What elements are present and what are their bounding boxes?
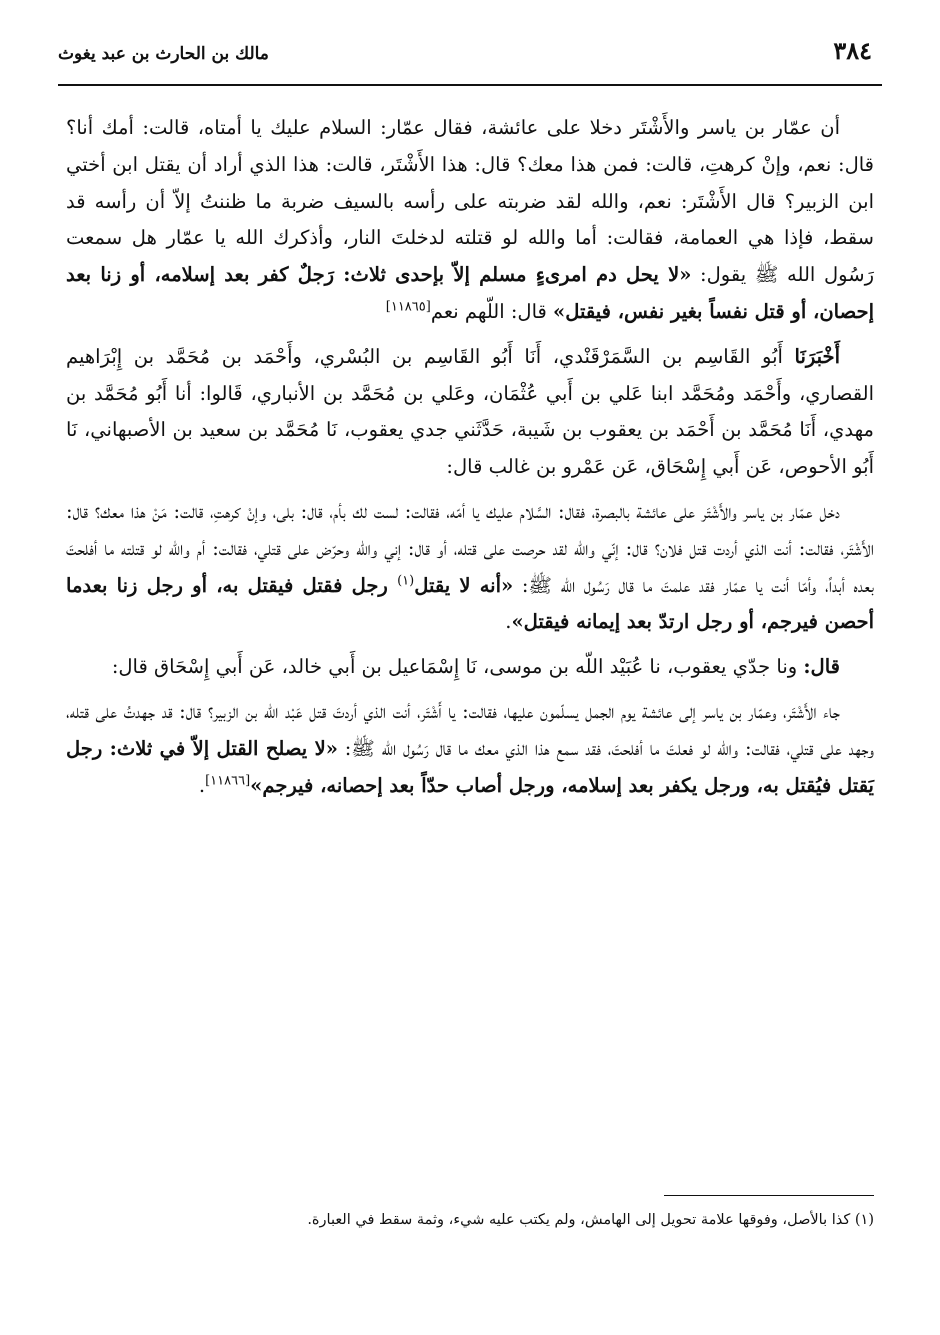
paragraph-3 xyxy=(66,494,874,641)
running-title: مالك بن الحارث بن عبد يغوث xyxy=(58,44,269,64)
akhbarana-lead: أَخْبَرَنَا xyxy=(794,344,840,368)
paragraph-1 xyxy=(66,110,874,331)
reference-number-1: [١١٨٦٥] xyxy=(385,299,431,315)
page-number: ٣٨٤ xyxy=(833,36,872,65)
paragraph-3-text: دخل عمّار بن ياسر والأَشْتَر على عائشة بالبصرة، فقال: السَّلام عليك يا أمّه، فقالت: لست لك بأم، قال: بلى، وإنْ كرهتِ، قالت: مَنْ هذا معك؟ قال: الأَشْتَر، فقالت: أنت الذي أردت قتل فلان؟ قال: إنّي والله لقد حرصت على قتله، أو قال: إني والله وحرّض على قتلي، فقالت: أم والله لو قتلته ما أفلحتَ بعده أبداً، وأمّا أنت يا عمّار فقد علمتَ ما قال رَسُول الله ﷺ: xyxy=(66,499,874,597)
paragraph-4 xyxy=(66,649,874,686)
hadith-quote-2a: «أنه لا يقتل xyxy=(414,573,514,597)
footnote-rule xyxy=(664,1195,874,1196)
page-header xyxy=(58,30,882,86)
paragraph-2 xyxy=(66,339,874,486)
paragraph-1-reply: قال: اللّهم نعم xyxy=(430,299,554,323)
footnote: (١) كذا بالأصل، وفوقها علامة تحويل إلى الهامش، ولم يكتب عليه شيء، وثمة سقط في العبارة. xyxy=(307,1212,874,1228)
hadith-quote-1: «لا يحل دم امرىءٍ مسلم إلاّ بإحدى ثلاث: رَجلٌ كفر بعد إسلامه، أو زنا بعد إحصان، أو قتل نفساً بغير نفس، فيقتل» xyxy=(66,263,874,323)
paragraph-5-text: جاء الأَشْتَر، وعمّار بن ياسر إلى عائشة يوم الجمل يسلّمون عليها، فقالت: يا أَشْتَر، أنت الذي أردتَ قتل عَبْد اللّه بن الزبير؟ قال: قد جهدتُ على قتله، وجهد على قتلي، فقالت: والله لو فعلتَ ما أفلحتَ، فقد سمع هذا الذي معك ما قال رَسُول الله ﷺ: xyxy=(66,699,874,760)
isnad-chain-2: ونا جدّي يعقوب، نا عُبَيْد اللّه بن موسى، نَا إِسْمَاعيل بن أَبي خالد، عَن أَبي إِسْحَاق قال: xyxy=(111,655,804,679)
isnad-chain-1: أَبُو القَاسِم بن السَّمَرْقَنْدي، أَنَا أَبُو القَاسِم بن البُسْري، وأَحْمَد بن مُحَمَّد بن إِبْرَاهيم القصاري، وأَحْمَد ومُحَمَّد ابنا عَلي بن أَبي عُثْمَان، وعَلي بن مُحَمَّد بن الأنباري، قَالوا: أنا أَبُو مُحَمَّد بن مهدي، أَنَا مُحَمَّد بن أَحْمَد بن يعقوب بن شَيبة، حَدَّثَني جدي يعقوب، نَا مُحَمَّد بن سعيد بن الأصبهاني، نَا أَبُو الأحوص، عَن أَبي إِسْحَاق، عَن عَمْرو بن غالب قال: xyxy=(66,344,874,479)
main-text xyxy=(66,110,874,812)
paragraph-5 xyxy=(66,694,874,804)
hadith-quote-3: «لا يصلح القتل إلاّ في ثلاث: رجل يَقتل فيُقتل به، ورجل يكفر بعد إسلامه، ورجل أصاب حدّاً بعد إحصانه، فيرجم» xyxy=(66,736,874,797)
paragraph-3-end: . xyxy=(505,610,512,634)
paragraph-5-end: . xyxy=(198,773,206,797)
reference-number-2: [١١٨٦٦] xyxy=(205,773,251,789)
header-rule xyxy=(58,84,882,86)
footnote-marker: (١) xyxy=(397,573,415,589)
qala-lead: قال: xyxy=(803,655,840,679)
paragraph-1-text: أن عمّار بن ياسر والأَشْتَر دخلا على عائشة، فقال عمّار: السلام عليك يا أمتاه، قالت: أمك أنا؟ قال: نعم، وإنْ كرهتِ، قالت: فمن هذا معك؟ قال: هذا الأَشْتَر، قالت: هذا الذي أراد أن يقتل ابن أختي ابن الزبير؟ قال الأَشْتَر: نعم، والله لقد ضربته على رأسه بالسيف ضربة ما ظننتُ إلاّ أن رأسه قد سقط، فإذا هي العمامة، فقالت: أما والله لو قتلته لدخلتَ النار، وأذكرك الله يا عمّار هل سمعت رَسُول الله ﷺ يقول: xyxy=(66,116,874,287)
hadith-quote-2b: رجل فقتل فيقتل به، أو رجل زنا بعدما أحصن فيرجم، أو رجل ارتدّ بعد إيمانه فيقتل» xyxy=(66,573,874,634)
